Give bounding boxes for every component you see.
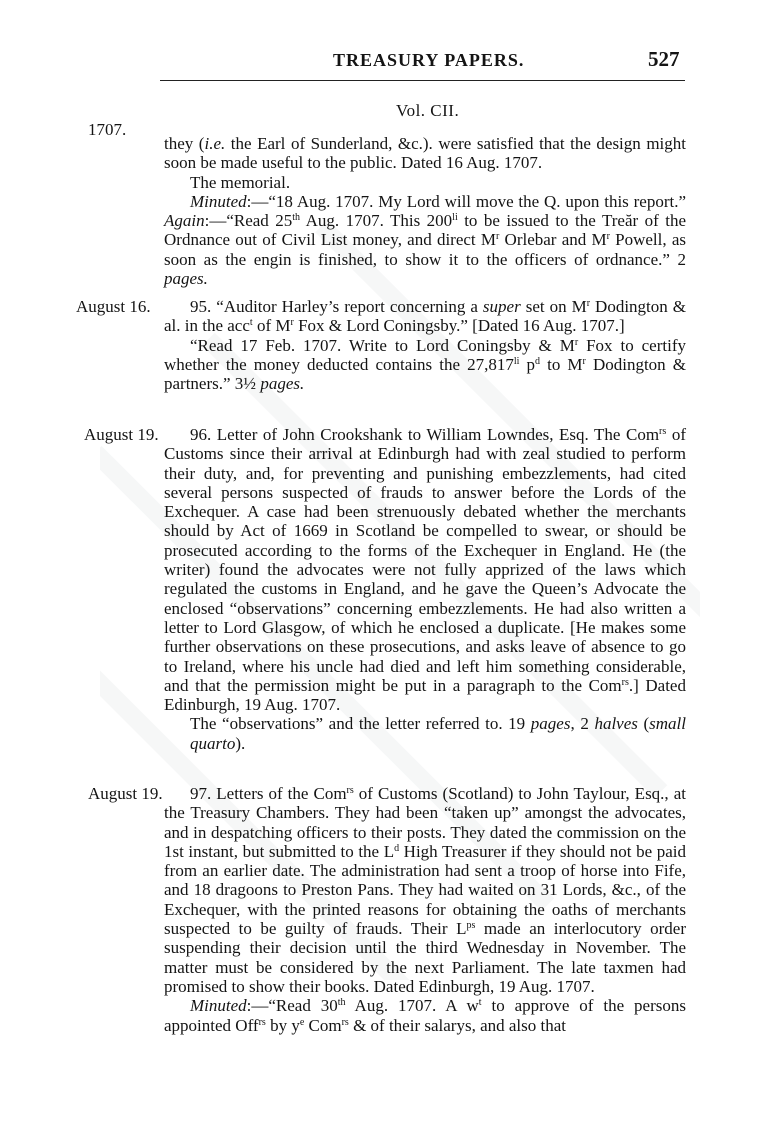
entry-paragraph: they (i.e. the Earl of Sunderland, &c.). were satisfied that the design might soon be made useful to the public. Dated 16 Aug. 1707. bbox=[164, 134, 686, 173]
entry-continuation bbox=[164, 134, 686, 288]
entry-date: August 19. bbox=[88, 784, 163, 803]
entry-date: August 16. bbox=[76, 297, 151, 316]
entry-paragraph: 97. Letters of the Com$^{rs}$ of Customs (Scotland) to John Taylour, Esq., at the Treasury Chambers. They had been “taken up” amongst the advocates, and in despatching officers to their posts. They dated the commission on the 1st instant, but submitted to the $L^d$ High Treasurer if they should not be paid from an earlier date. The administration had sent a troop of horse into Fife, and 18 dragoons to Preston Pans. They had waited on 31 Lords, &c., of the Exchequer, with the printed reasons for obtaining the oaths of merchants suspected to be guilty of frauds. Their $L^{ps}$ made an interlocutory order suspending their decision until the third Wednesday in November. The matter must be considered by the next Parliament. The late taxmen had promised to show their books. Dated Edinburgh, 19 Aug. 1707. bbox=[164, 784, 686, 996]
entry-paragraph: The “observations” and the letter referred to. 19 pages, 2 halves (small quarto). bbox=[190, 714, 686, 753]
entry-paragraph: 96. Letter of John Crookshank to William Lowndes, Esq. The Com$^{rs}$ of Customs since their arrival at Edinburgh had with zeal studied to perform their duty, and, for preventing and punishing embezzlements, had cited several persons suspected of frauds to answer before the Lords of the Exchequer. A case had been strenuously debated whether the merchants should by Act of 1669 in Scotland be compelled to swear, or should be prosecuted according to the forms of the Exchequer in England. He (the writer) found the advocates were not fully apprized of the laws which regulated the customs in England, and he gave the Queen’s Advocate the enclosed “observations” concerning embezzlements. He had also written a letter to Lord Glasgow, of which he enclosed a duplicate. [He makes some further observations on these prosecutions, and asks leave of absence to go to Ireland, where his uncle had died and left him something considerable, and that the permission might be put in a paragraph to the Com$^{rs}$.] Dated Edinburgh, 19 Aug. 1707. bbox=[164, 425, 686, 715]
entry-96 bbox=[164, 425, 686, 753]
entry-95 bbox=[164, 297, 686, 393]
running-head: TREASURY PAPERS. bbox=[333, 50, 525, 70]
margin-year: 1707. bbox=[88, 120, 127, 139]
entry-paragraph: Minuted:—“Read 30th Aug. 1707. A $w^t$ to approve of the persons appointed Off$^{rs}$ by $y^e$ Com$^{rs}$ & of their salarys, and also that bbox=[164, 996, 686, 1035]
entry-paragraph: The memorial. bbox=[190, 172, 291, 192]
volume-heading: Vol. CII. bbox=[396, 101, 460, 120]
entry-paragraph: “Read 17 Feb. 1707. Write to Lord Coningsby & $M^r$ Fox to certify whether the money deducted contains the $27,817^{li}$ $p^d$ to $M^r$ Dodington & partners.” 3½ pages. bbox=[164, 335, 686, 394]
entry-paragraph: 95. “Auditor Harley’s report concerning a super set on $M^r$ Dodington & al. in the acc$^t$ of $M^r$ Fox & Lord Coningsby.” [Dated 16 Aug. 1707.] bbox=[164, 297, 686, 336]
entry-97 bbox=[164, 784, 686, 1035]
page-number: 527 bbox=[648, 47, 680, 71]
entry-date: August 19. bbox=[84, 425, 159, 444]
entry-paragraph: Minuted:—“18 Aug. 1707. My Lord will move the Q. upon this report.” Again:—“Read 25th Aug. 1707. This $200^{li}$ to be issued to the Treăr of the Ordnance out of Civil List money, and direct $M^r$ Orlebar and $M^r$ Powell, as soon as the engin is finished, to show it to the officers of ordnance.” 2 pages. bbox=[164, 191, 687, 289]
header-rule bbox=[160, 80, 685, 81]
